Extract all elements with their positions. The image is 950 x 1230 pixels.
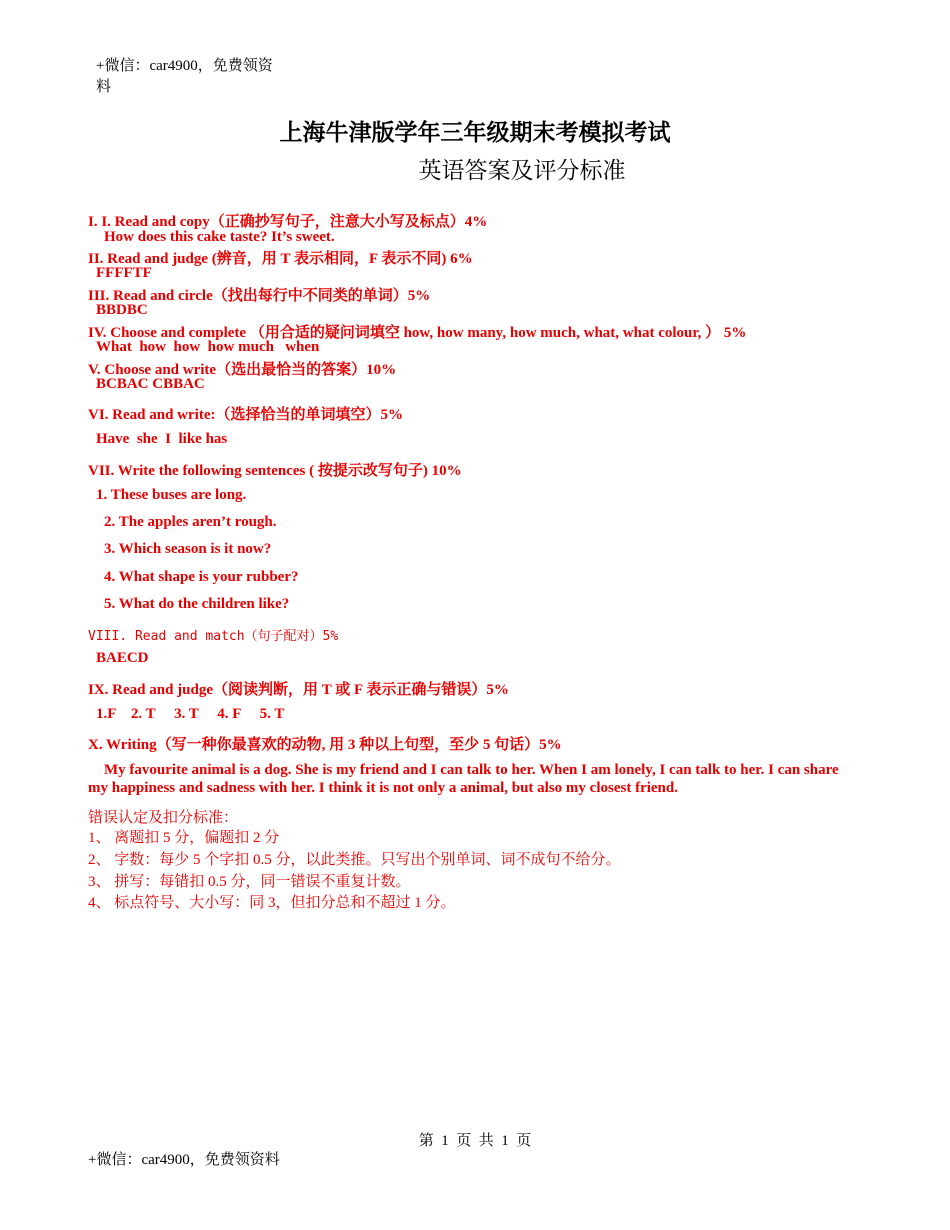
section-8-heading: VIII. Read and match（句子配对）5% [88, 629, 339, 644]
section-7-answer-4: 4. What shape is your rubber? [104, 569, 299, 585]
section-9-heading: IX. Read and judge（阅读判断，用 T 或 F 表示正确与错误）5% [88, 682, 509, 698]
rules-title: 错误认定及扣分标准： [88, 810, 239, 826]
section-2-answer: FFFFTF [96, 265, 152, 281]
section-4-heading: IV. Choose and complete （用合适的疑问词填空 how, how many, how much, what, what colour, ） 5% [88, 325, 747, 341]
section-6-heading: VI. Read and write:（选择恰当的单词填空）5% [88, 407, 403, 423]
section-6-answer: Have she I like has [96, 431, 228, 447]
section-9-answer: 1.F 2. T 3. T 4. F 5. T [96, 706, 285, 722]
rules-item-4: 4、 标点符号、大小写：同 3，但扣分总和不超过 1 分。 [88, 895, 456, 911]
section-7-heading: VII. Write the following sentences ( 按提示改写句子) 10% [88, 463, 462, 479]
section-1-answer: How does this cake taste? It’s sweet. [104, 229, 335, 245]
page-title: 上海牛津版学年三年级期末考模拟考试 [279, 120, 671, 146]
section-5-answer: BCBAC CBBAC [96, 376, 205, 392]
section-3-heading: III. Read and circle（找出每行中不同类的单词）5% [88, 288, 431, 304]
footer-watermark-note: +微信：car4900，免费领资料 [88, 1152, 280, 1168]
section-7-answer-2: 2. The apples aren’t rough. [104, 514, 277, 530]
section-7-answer-5: 5. What do the children like? [104, 596, 290, 612]
section-1-heading: I. I. Read and copy（正确抄写句子，注意大小写及标点）4% [88, 214, 488, 230]
section-10-model-paragraph: My favourite animal is a dog. She is my friend and I can talk to her. When I am lonely, I can talk to her. I can share my happiness and sadness with her. I think it is not only a animal, but also my closest friend. [88, 762, 839, 796]
section-3-answer: BBDBC [96, 302, 148, 318]
page-subtitle: 英语答案及评分标准 [418, 158, 626, 184]
section-5-heading: V. Choose and write（选出最恰当的答案）10% [88, 362, 397, 378]
section-4-answer: What how how how much when [96, 339, 320, 355]
rules-item-2: 2、 字数：每少 5 个字扣 0.5 分，以此类推。只写出个别单词、词不成句不给分。 [88, 852, 621, 868]
section-7-answer-3: 3. Which season is it now? [104, 541, 272, 557]
section-7-answer-1: 1. These buses are long. [96, 487, 247, 503]
rules-item-1: 1、 离题扣 5 分，偏题扣 2 分 [88, 830, 280, 846]
section-8-answer: BAECD [96, 650, 149, 666]
rules-item-3: 3、 拼写：每错扣 0.5 分，同一错误不重复计数。 [88, 874, 411, 890]
header-watermark-note: +微信：car4900，免费领资料 [96, 58, 273, 95]
section-2-heading: II. Read and judge (辨音，用 T 表示相同，F 表示不同) 6% [88, 251, 473, 267]
page-number: 第 1 页 共 1 页 [418, 1133, 532, 1149]
section-10-heading: X. Writing（写一种你最喜欢的动物, 用 3 种以上句型，至少 5 句话）5% [88, 737, 562, 753]
